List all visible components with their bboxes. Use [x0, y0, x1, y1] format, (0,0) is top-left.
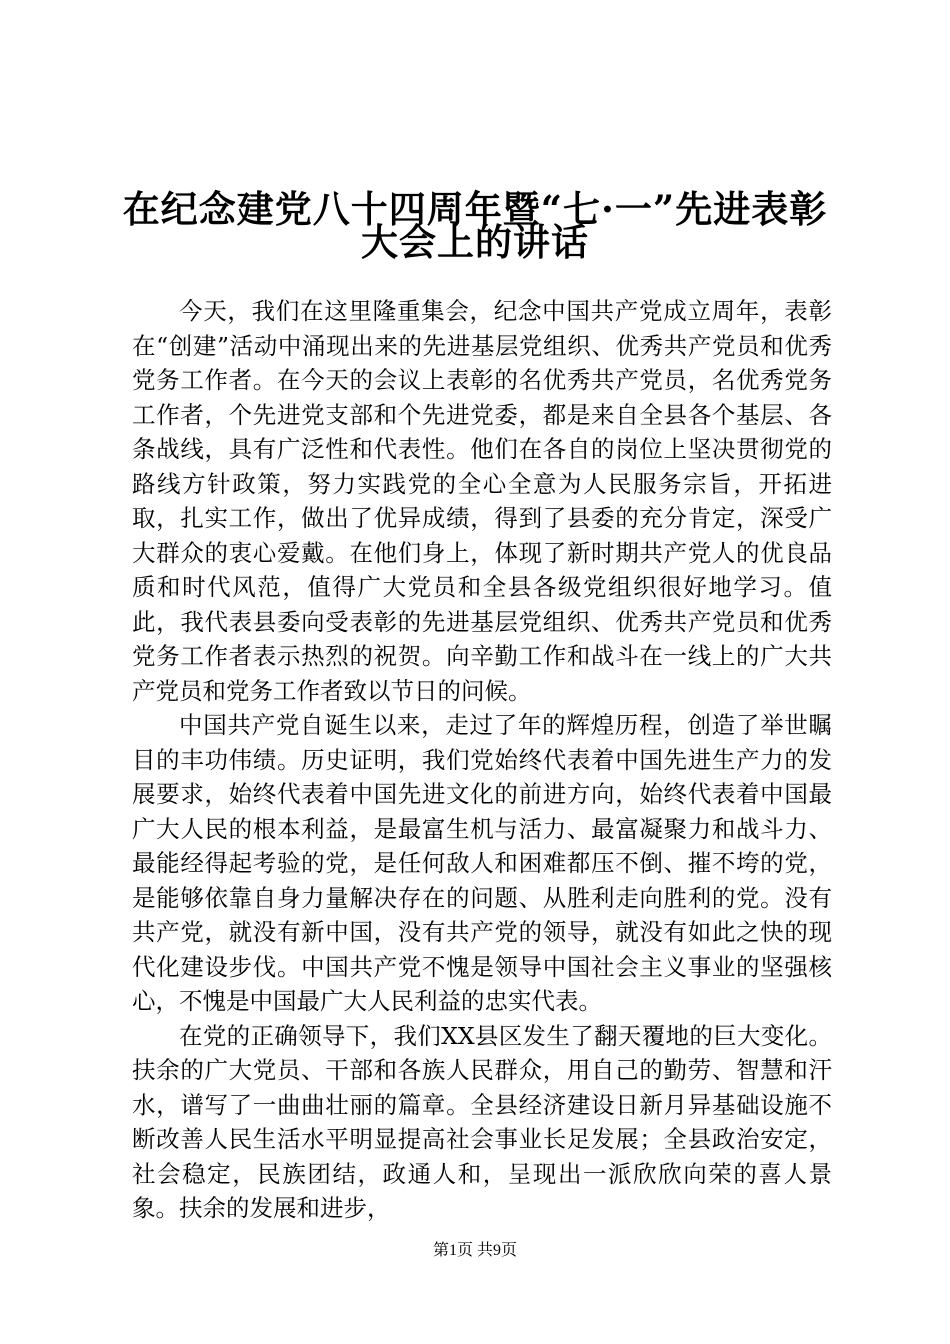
document-title-line-2: 大会上的讲话: [361, 220, 589, 264]
paragraph-2: 中国共产党自诞生以来，走过了年的辉煌历程，创造了举世瞩目的丰功伟绩。历史证明，我们党始终代表着中国先进生产力的发展要求，始终代表着中国先进文化的前进方向，始终代表着中国最广大人民的根本利益，是最富生机与活力、最富凝聚力和战斗力、最能经得起考验的党，是任何敌人和困难都压不倒、摧不垮的党，是能够依靠自身力量解决存在的问题、从胜利走向胜利的党。没有共产党，就没有新中国，没有共产党的领导，就没有如此之快的现代化建设步伐。中国共产党不愧是领导中国社会主义事业的坚强核心，不愧是中国最广大人民利益的忠实代表。: [132, 711, 832, 1015]
paragraph-3: 在党的正确领导下，我们XX县区发生了翻天覆地的巨大变化。扶余的广大党员、干部和各族人民群众，用自己的勤劳、智慧和汗水，谱写了一曲曲壮丽的篇章。全县经济建设日新月异基础设施不断改善人民生活水平明显提高社会事业长足发展；全县政治安定，社会稳定，民族团结，政通人和，呈现出一派欣欣向荣的喜人景象。扶余的发展和进步，: [132, 1021, 832, 1222]
document-body: [132, 294, 832, 1226]
page-footer: 第1页 共9页: [432, 1242, 517, 1259]
paragraph-1: 今天，我们在这里隆重集会，纪念中国共产党成立周年，表彰在“创建”活动中涌现出来的先进基层党组织、优秀共产党员和优秀党务工作者。在今天的会议上表彰的名优秀共产党员，名优秀党务工作者，个先进党支部和个先进党委，都是来自全县各个基层、各条战线，具有广泛性和代表性。他们在各自的岗位上坚决贯彻党的路线方针政策，努力实践党的全心全意为人民服务宗旨，开拓进取，扎实工作，做出了优异成绩，得到了县委的充分肯定，深受广大群众的衷心爱戴。在他们身上，体现了新时期共产党人的优良品质和时代风范，值得广大党员和全县各级党组织很好地学习。值此，我代表县委向受表彰的先进基层党组织、优秀共产党员和优秀党务工作者表示热烈的祝贺。向辛勤工作和战斗在一线上的广大共产党员和党务工作者致以节日的问候。: [132, 297, 832, 705]
document-title-line-1: 在纪念建党八十四周年暨“七·一”先进表彰: [122, 187, 828, 231]
